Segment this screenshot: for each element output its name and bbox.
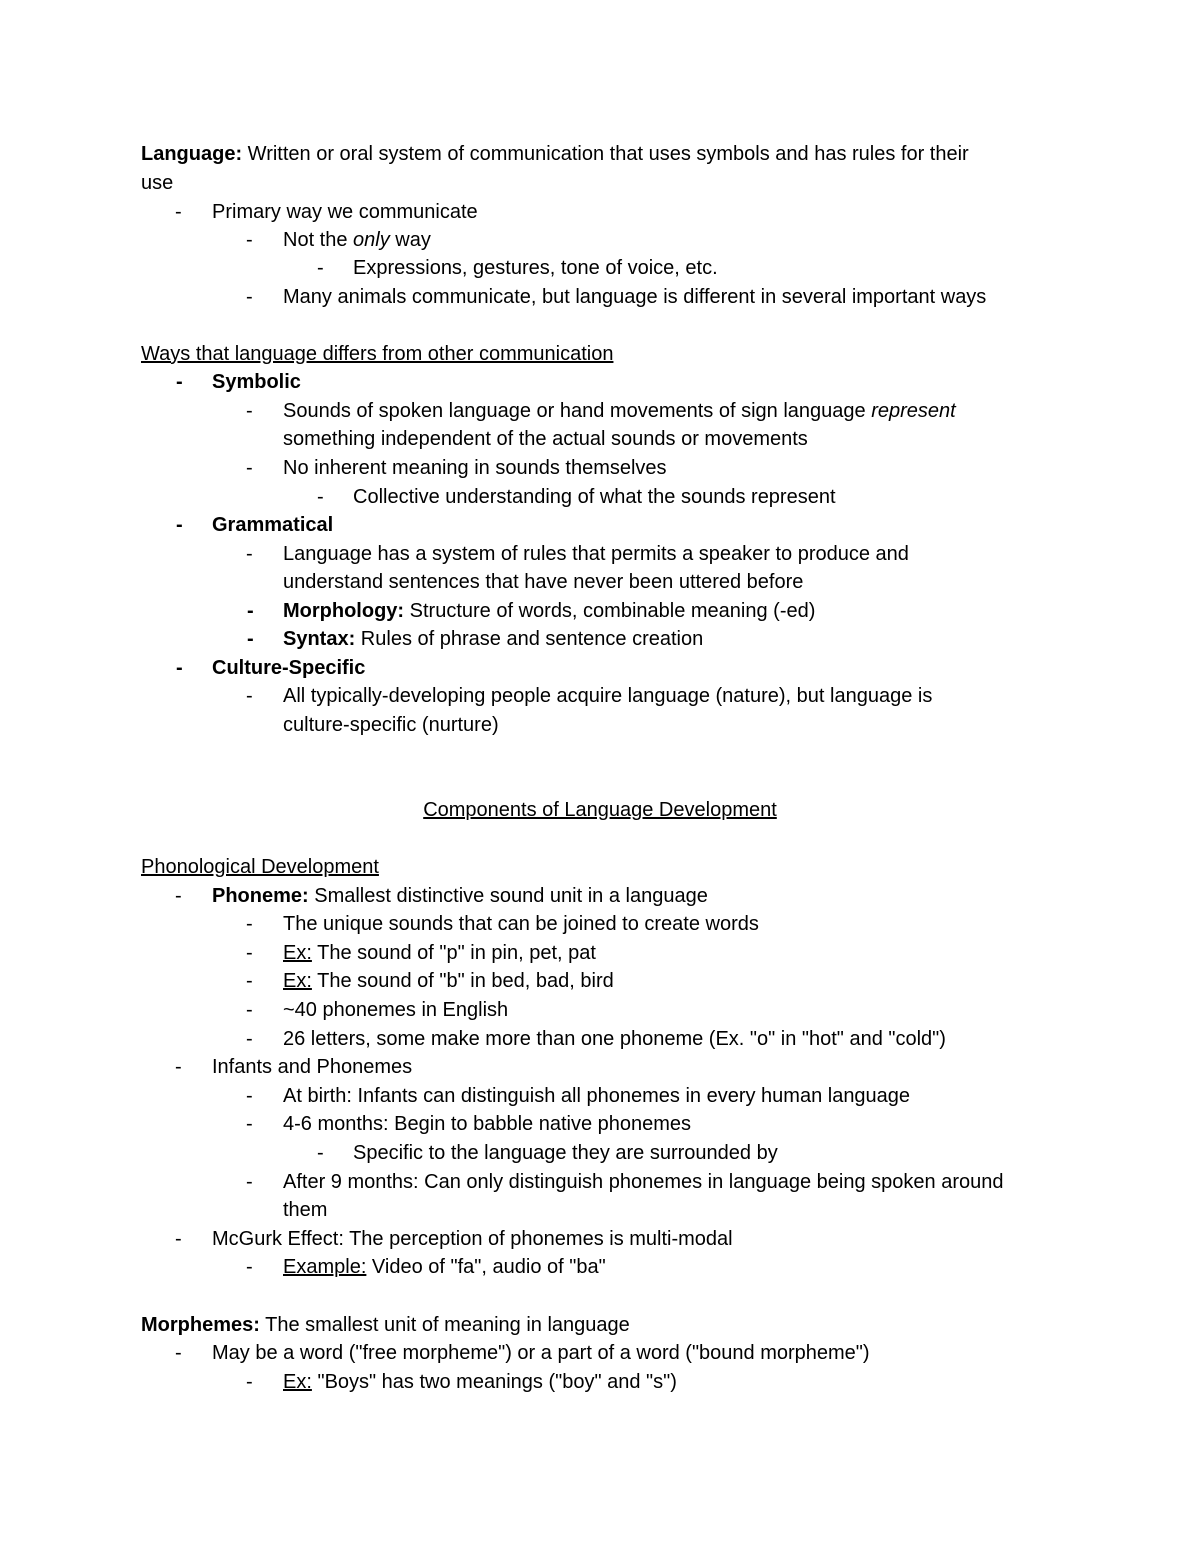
- ex1-text: The sound of "p" in pin, pet, pat: [311, 942, 596, 964]
- bullet-dash: -: [176, 371, 183, 393]
- not-the-text: Not the: [283, 229, 354, 251]
- bullet-dash: -: [246, 970, 253, 992]
- grammatical-label: Grammatical: [212, 514, 334, 536]
- bullet-dash: -: [246, 1171, 253, 1193]
- syntax-text: Rules of phrase and sentence creation: [355, 628, 704, 650]
- bullet-dash: -: [246, 1256, 253, 1278]
- ex2-text: The sound of "b" in bed, bad, bird: [311, 970, 614, 992]
- symbolic-sounds-line1: [283, 397, 956, 425]
- bullet-dash: -: [317, 257, 324, 279]
- morphology-label: Morphology:: [283, 600, 405, 622]
- phoneme-text: Smallest distinctive sound unit in a language: [308, 885, 708, 907]
- language-definition-line2: use: [141, 172, 174, 194]
- specific-language-item: Specific to the language they are surrounded by: [353, 1142, 778, 1164]
- bullet-dash: -: [246, 457, 253, 479]
- example-b-item: [283, 967, 614, 995]
- language-term: Language:: [141, 143, 243, 165]
- forty-phonemes-item: ~40 phonemes in English: [283, 999, 509, 1021]
- bullet-dash: -: [246, 229, 253, 251]
- bullet-dash: -: [246, 913, 253, 935]
- ex-label: Ex:: [283, 1371, 312, 1393]
- morphology-item: [283, 597, 815, 625]
- bullet-dash: -: [246, 1371, 253, 1393]
- bullet-dash: -: [247, 600, 254, 622]
- boys-example-text: "Boys" has two meanings ("boy" and "s"): [311, 1371, 677, 1393]
- mcgurk-example-item: [283, 1253, 606, 1281]
- primary-way-item: Primary way we communicate: [212, 201, 478, 223]
- syntax-item: [283, 625, 703, 653]
- infants-item: Infants and Phonemes: [212, 1056, 413, 1078]
- example-label: Example:: [283, 1256, 367, 1278]
- bullet-dash: -: [317, 1142, 324, 1164]
- phonological-heading: Phonological Development: [141, 856, 379, 878]
- letters-item: 26 letters, some make more than one phoneme (Ex. "o" in "hot" and "cold"): [283, 1028, 946, 1050]
- no-inherent-item: No inherent meaning in sounds themselves: [283, 457, 667, 479]
- culture-specific-label: Culture-Specific: [212, 657, 366, 679]
- bullet-dash: -: [246, 1028, 253, 1050]
- way-text: way: [389, 229, 431, 251]
- morphology-text: Structure of words, combinable meaning (-ed): [404, 600, 816, 622]
- animals-item: Many animals communicate, but language is different in several important ways: [283, 286, 987, 308]
- bullet-dash: -: [246, 942, 253, 964]
- at-birth-item: At birth: Infants can distinguish all phonemes in every human language: [283, 1085, 911, 1107]
- bullet-dash: -: [317, 486, 324, 508]
- bullet-dash: -: [175, 201, 182, 223]
- represent-text: represent: [871, 400, 956, 422]
- only-text: only: [353, 229, 390, 251]
- after-9-months-line1: After 9 months: Can only distinguish phonemes in language being spoken around: [283, 1171, 1004, 1193]
- bullet-dash: -: [175, 1342, 182, 1364]
- not-only-way-item: [283, 226, 431, 254]
- syntax-label: Syntax:: [283, 628, 356, 650]
- months-4-6-item: 4-6 months: Begin to babble native phonemes: [283, 1113, 692, 1135]
- components-heading-text: Components of Language Development: [423, 799, 777, 821]
- unique-sounds-item: The unique sounds that can be joined to create words: [283, 913, 759, 935]
- bullet-dash: -: [175, 1228, 182, 1250]
- bullet-dash: -: [246, 1085, 253, 1107]
- bullet-dash: -: [247, 628, 254, 650]
- expressions-item: Expressions, gestures, tone of voice, etc.: [353, 257, 718, 279]
- language-definition-text: Written or oral system of communication that uses symbols and has rules for their: [242, 143, 969, 165]
- ex-label: Ex:: [283, 970, 312, 992]
- ex-label: Ex:: [283, 942, 312, 964]
- symbolic-label: Symbolic: [212, 371, 301, 393]
- free-bound-morpheme-item: May be a word ("free morpheme") or a part of a word ("bound morpheme"): [212, 1342, 870, 1364]
- symbolic-sounds-line2: something independent of the actual sounds or movements: [283, 428, 808, 450]
- culture-line2: culture-specific (nurture): [283, 714, 499, 736]
- bullet-dash: -: [246, 685, 253, 707]
- after-9-months-line2: them: [283, 1199, 328, 1221]
- bullet-dash: -: [176, 657, 183, 679]
- bullet-dash: -: [246, 1113, 253, 1135]
- morphemes-label: Morphemes:: [141, 1314, 260, 1336]
- sounds-text: Sounds of spoken language or hand movements of sign language: [283, 400, 872, 422]
- example-p-item: [283, 939, 596, 967]
- components-heading: [0, 796, 1200, 824]
- ways-heading: Ways that language differs from other communication: [141, 343, 614, 365]
- grammatical-rules-line1: Language has a system of rules that permits a speaker to produce and: [283, 543, 909, 565]
- bullet-dash: -: [246, 543, 253, 565]
- example-text: Video of "fa", audio of "ba": [366, 1256, 606, 1278]
- culture-line1: All typically-developing people acquire language (nature), but language is: [283, 685, 933, 707]
- bullet-dash: -: [175, 1056, 182, 1078]
- bullet-dash: -: [175, 885, 182, 907]
- morphemes-definition: [141, 1311, 630, 1339]
- morphemes-text: The smallest unit of meaning in language: [259, 1314, 630, 1336]
- bullet-dash: -: [246, 999, 253, 1021]
- phoneme-label: Phoneme:: [212, 885, 309, 907]
- mcgurk-item: McGurk Effect: The perception of phonemes is multi-modal: [212, 1228, 733, 1250]
- phoneme-item: [212, 882, 708, 910]
- bullet-dash: -: [176, 514, 183, 536]
- boys-example-item: [283, 1368, 677, 1396]
- collective-item: Collective understanding of what the sounds represent: [353, 486, 836, 508]
- bullet-dash: -: [246, 400, 253, 422]
- grammatical-rules-line2: understand sentences that have never been uttered before: [283, 571, 804, 593]
- bullet-dash: -: [246, 286, 253, 308]
- language-definition-line1: [141, 140, 969, 168]
